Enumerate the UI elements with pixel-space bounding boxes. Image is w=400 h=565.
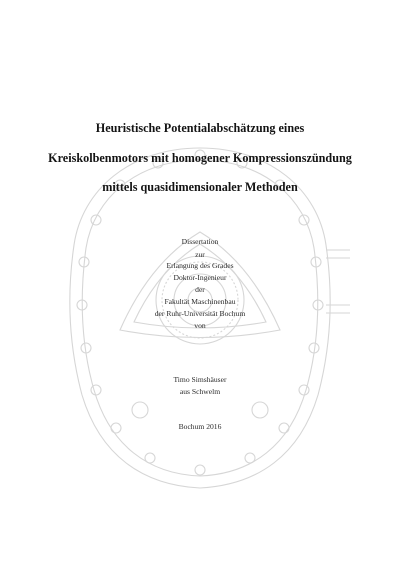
- dissertation-line-zur: zur: [195, 250, 205, 259]
- author-name: Timo Simshäuser: [173, 375, 227, 384]
- faculty-name: Fakultät Maschinenbau: [164, 297, 236, 306]
- title-line-2: Kreiskolbenmotors mit homogener Kompressionszündung: [48, 151, 352, 165]
- title-line-1: Heuristische Potentialabschätzung eines: [95, 121, 305, 135]
- dissertation-label: Dissertation: [181, 237, 219, 246]
- title-line-3: mittels quasidimensionaler Methoden: [102, 180, 298, 194]
- author-origin: aus Schwelm: [179, 387, 221, 396]
- dissertation-line-der: der: [195, 285, 205, 294]
- degree-name: Doktor-Ingenieur: [173, 273, 227, 282]
- dissertation-line-erlangung: Erlangung des Grades: [166, 261, 234, 270]
- place-date: Bochum 2016: [178, 422, 222, 431]
- university-name: der Ruhr-Universität Bochum: [154, 309, 246, 318]
- dissertation-line-von: von: [194, 321, 206, 330]
